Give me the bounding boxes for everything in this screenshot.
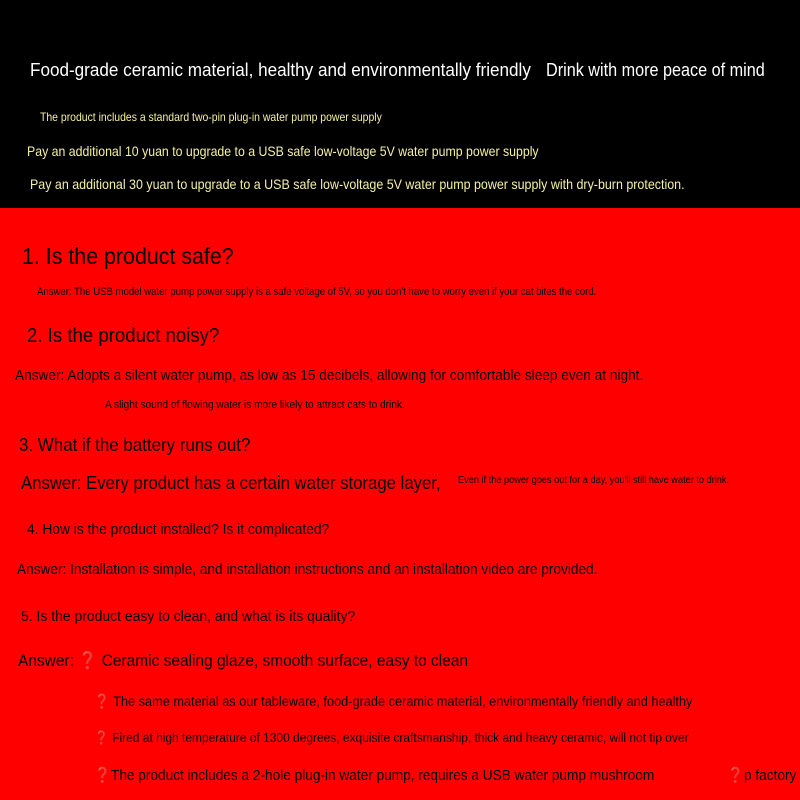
faq-a1: Answer: The USB model water pump power supply is a safe voltage of 5V, so you don't have to worry even if your cat bites the cord. bbox=[37, 286, 597, 298]
faq-q3: 3. What if the battery runs out? bbox=[19, 435, 251, 455]
faq-a2: Answer: Adopts a silent water pump, as low as 15 decibels, allowing for comfortable sleep even at night. bbox=[15, 367, 644, 384]
faq-a4: Answer: Installation is simple, and installation instructions and an installation video are provided. bbox=[17, 561, 598, 578]
faq-a3: Answer: Every product has a certain water storage layer, bbox=[21, 473, 441, 493]
header-note-3: Pay an additional 30 yuan to upgrade to a USB safe low-voltage 5V water pump power supply with dry-burn protection. bbox=[30, 176, 685, 192]
header-note-1: The product includes a standard two-pin plug-in water pump power supply bbox=[40, 110, 382, 124]
faq-q4: 4. How is the product installed? Is it complicated? bbox=[27, 521, 330, 538]
faq-a5-line-3: ❓ Fired at high temperature of 1300 degrees, exquisite craftsmanship, thick and heavy ceramic, will not tip over bbox=[94, 730, 689, 745]
faq-q1: 1. Is the product safe? bbox=[22, 243, 234, 269]
header-note-2: Pay an additional 10 yuan to upgrade to a USB safe low-voltage 5V water pump power supply bbox=[27, 143, 539, 159]
faq-q2: 2. Is the product noisy? bbox=[27, 325, 220, 347]
faq-a5-line-2: ❓ The same material as our tableware, food-grade ceramic material, environmentally friendly and healthy bbox=[94, 693, 693, 709]
faq-a2-note: A slight sound of flowing water is more likely to attract cats to drink. bbox=[105, 399, 405, 411]
faq-a5-line-4-end: ❓p factory bbox=[727, 767, 797, 784]
header-title-right: Drink with more peace of mind bbox=[546, 60, 765, 80]
header-title-left: Food-grade ceramic material, healthy and environmentally friendly bbox=[30, 60, 531, 80]
faq-a3-note: Even if the power goes out for a day, you'll still have water to drink. bbox=[458, 475, 730, 486]
faq-q5: 5. Is the product easy to clean, and what is its quality? bbox=[21, 608, 356, 625]
faq-a5-line-4: ❓The product includes a 2-hole plug-in water pump, requires a USB water pump mushroom bbox=[94, 767, 655, 784]
faq-a5: Answer: ❓ Ceramic sealing glaze, smooth surface, easy to clean bbox=[18, 651, 469, 670]
